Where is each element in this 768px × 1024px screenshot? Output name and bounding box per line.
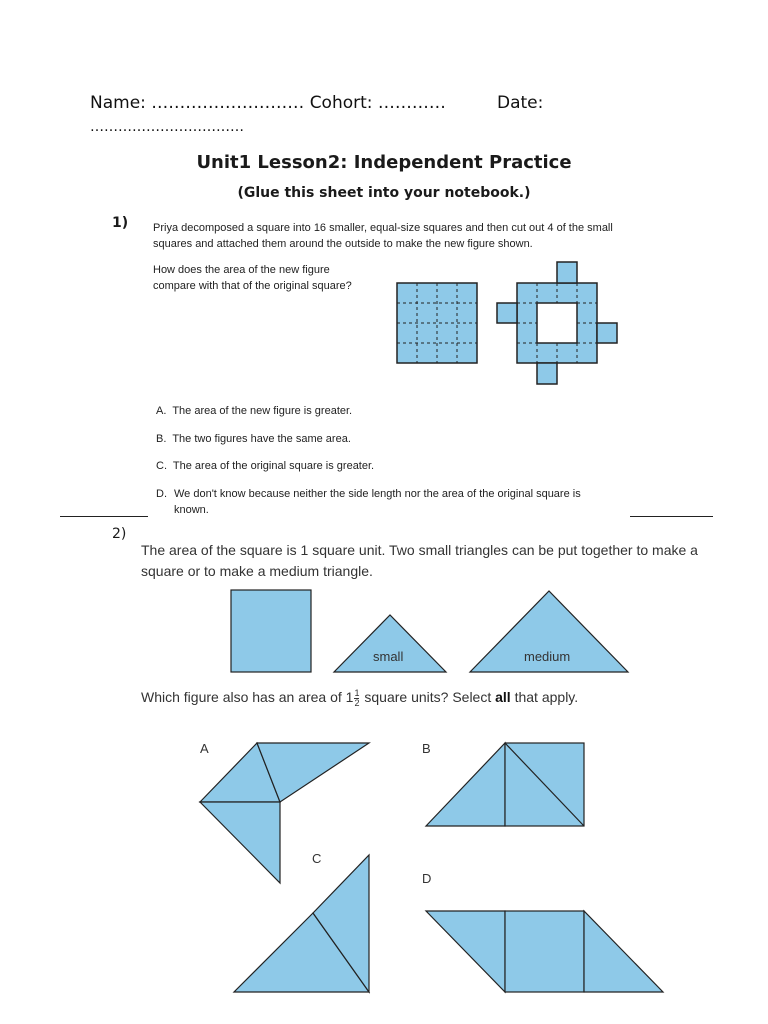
figure-c (234, 855, 369, 992)
q2-number: 2) (112, 526, 127, 542)
q2-text: The area of the square is 1 square unit. Two small triangles can be put together to make a square or to make a medium triangle. (141, 542, 698, 579)
q1-option-b: B. The two figures have the same area. (156, 433, 351, 445)
date-dots: …………………………… (90, 119, 244, 135)
q1-option-c: C. The area of the original square is greater. (156, 460, 375, 472)
date-label: Date: (497, 93, 544, 113)
small-triangle-label: small (373, 649, 404, 664)
q1-question: How does the area of the new figure compare with that of the original square? (153, 264, 352, 292)
page-subtitle: (Glue this sheet into your notebook.) (237, 185, 531, 201)
q1-option-d: D. We don't know because neither the side length nor the area of the original square is known. (156, 488, 581, 516)
medium-triangle-label: medium (524, 649, 571, 664)
q1-text: Priya decomposed a square into 16 smaller, equal-size squares and then cut out 4 of the small squares and attached them around the outside to make the new figure shown. (153, 222, 613, 250)
page-title: Unit1 Lesson2: Independent Practice (196, 152, 572, 173)
q1-number: 1) (112, 215, 129, 231)
figure-d (426, 911, 663, 992)
name-cohort-line: Name: ……………………… Cohort: ………… (90, 93, 446, 113)
figure-label-c: C (312, 851, 322, 866)
fraction-one-half: $\frac{1}{2}$ (354, 687, 360, 708)
q2-question: Which figure also has an area of 1 $\frac{1}{2}$ square units? Select all that apply. (141, 687, 579, 708)
figure-a (200, 743, 369, 883)
figure-label-a: A (200, 741, 209, 756)
figure-label-b: B (422, 741, 431, 756)
figure-label-d: D (422, 871, 432, 886)
figure-b (426, 743, 584, 826)
q1-option-a: A. The area of the new figure is greater. (156, 405, 353, 417)
